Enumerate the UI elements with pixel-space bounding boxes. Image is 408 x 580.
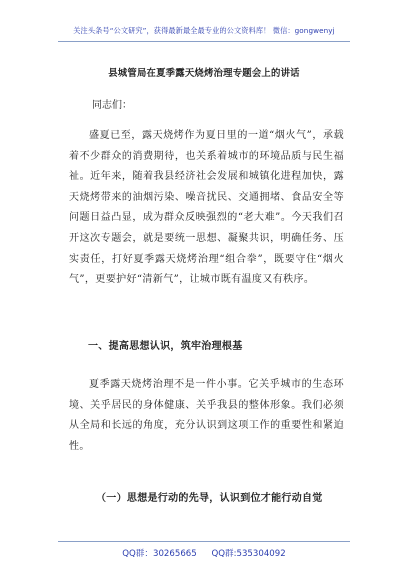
footer-contact — [0, 547, 408, 559]
body-paragraph-section-1: 夏季露天烧烤治理不是一件小事。它关乎城市的生态环境、关乎居民的身体健康、关乎我县的整体形象。我们必须从全局和长远的角度，充分认识到这项工作的重要性和紧迫性。 — [69, 379, 344, 452]
section-heading: 一、提高思想认识，筑牢治理根基 — [88, 341, 243, 352]
header-divider — [58, 41, 350, 42]
subsection-heading: （一）思想是行动的先导，认识到位才能行动自觉 — [96, 493, 323, 504]
header-promo-note: 关注头条号“公文研究”，获得最新最全最专业的公文资料库！ 微信：gongwenyj — [73, 26, 335, 35]
footer-qq-group-1: QQ群：30265665 — [122, 549, 197, 559]
document-title: 县城管局在夏季露天烧烤治理专题会上的讲话 — [108, 68, 300, 79]
footer-qq-group-2: QQ群:535304092 — [211, 549, 286, 559]
body-paragraph-intro: 盛夏已至，露天烧烤作为夏日里的一道“烟火气”，承载着不少群众的消费期待，也关系着城市的环境品质与民生福祉。近年来，随着我县经济社会发展和城镇化进程加快，露天烧烤带来的油烟污染、噪音扰民、交通拥堵、食品安全等问题日益凸显，成为群众反映强烈的“老大难”。今天我们召开这次专题会，就是要统一思想、凝聚共识，明确任务、压实责任，打好夏季露天烧烤治理“组合拳”，既要守住“烟火气”，更要护好“清新气”，让城市既有温度又有秩序。 — [69, 130, 344, 286]
footer-divider — [58, 541, 350, 542]
salutation: 同志们： — [92, 100, 132, 111]
